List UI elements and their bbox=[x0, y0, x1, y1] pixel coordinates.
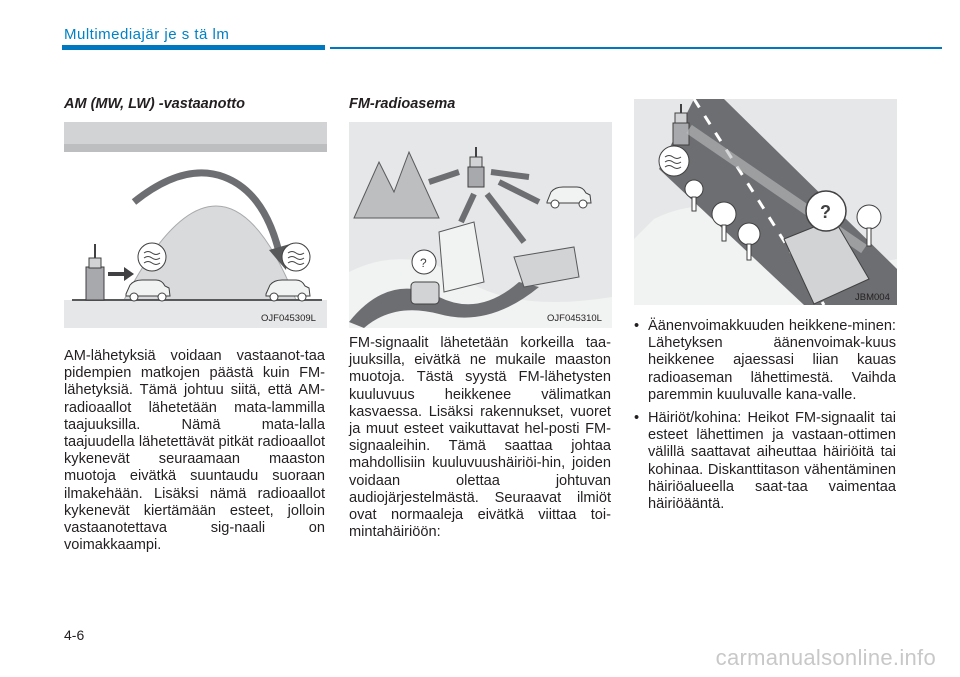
am-figure-code: OJF045309L bbox=[261, 313, 316, 324]
page-number: 4-6 bbox=[64, 627, 85, 643]
fm-reception-figure bbox=[634, 99, 897, 305]
radio-tower-icon bbox=[673, 104, 689, 145]
reception-figure-code: JBM004 bbox=[855, 292, 890, 303]
car-icon bbox=[547, 187, 591, 208]
header-rule bbox=[330, 47, 942, 49]
svg-text:?: ? bbox=[420, 256, 427, 270]
fm-paragraph: FM-signaalit lähetetään korkeilla taa-juuksilla, eivätkä ne mukaile maaston muotoja. Tästä syystä FM-lähetysten kuuluvuus heikkenee välimatkan kasvaessa. Lisäksi rakennukset, vuoret ja muut esteet vaikuttavat hel-posti FM-signaaleihin. Tämä saattaa johtaa mahdollisiin kuuluvuushäiriöi-hin, joiden voidaan olettaa johtuvan audiojärjestelmästä. Seuraavat ilmiöt ovat normaaleja eivätkä viittaa toi-mintahäiriöön: bbox=[349, 335, 611, 541]
list-item bbox=[634, 318, 896, 404]
fm-heading: FM-radioasema bbox=[349, 96, 456, 112]
fm-figure bbox=[349, 122, 612, 328]
bullet-list bbox=[634, 318, 896, 519]
am-paragraph: AM-lähetyksiä voidaan vastaanot-taa pidempien matkojen päästä kuin FM-lähetyksiä. Tämä johtuu siitä, että AM-radioaallot lähetetään mata-lammilla taajuuksilla. Nämä mata-lalla taajuudella lähetettävät pitkät radioaallot kykenevät seuraamaan maaston muotoja eivätkä suuntaudu suoraan ilmakehään. Lisäksi nämä radioaallot kykenevät kiertämään esteet, jolloin vastaanotettava sig-naali on voimakkaampi. bbox=[64, 348, 325, 554]
watermark: carmanualsonline.info bbox=[715, 645, 936, 670]
bullet-icon: • bbox=[634, 410, 640, 427]
header-accent-bar bbox=[62, 45, 325, 50]
am-heading: AM (MW, LW) -vastaanotto bbox=[64, 96, 245, 112]
bullet-icon: • bbox=[634, 318, 640, 334]
am-figure bbox=[64, 122, 327, 328]
question-mark-icon: ? bbox=[820, 202, 831, 222]
bullet-text: Äänenvoimakkuuden heikkene-minen: Lähetyksen äänenvoimak-kuus heikkenee ajaessasi liian kauas radioaseman lähettimestä. Vaihda paremmin kuuluvalle kana-valle. bbox=[648, 318, 896, 403]
list-item bbox=[634, 410, 896, 513]
section-title: Multimediajär je s tä lm bbox=[64, 26, 230, 43]
bullet-text: Häiriöt/kohina: Heikot FM-signaalit tai esteet lähettimen ja vastaan-ottimen välillä saattavat aiheuttaa häiriöitä tai kohinaa. Diskanttitason vähentäminen häiriöalueella saat-taa vaimentaa häiriöääntä. bbox=[648, 410, 896, 513]
radio-tower-icon bbox=[468, 147, 484, 187]
fm-figure-code: OJF045310L bbox=[547, 313, 602, 324]
